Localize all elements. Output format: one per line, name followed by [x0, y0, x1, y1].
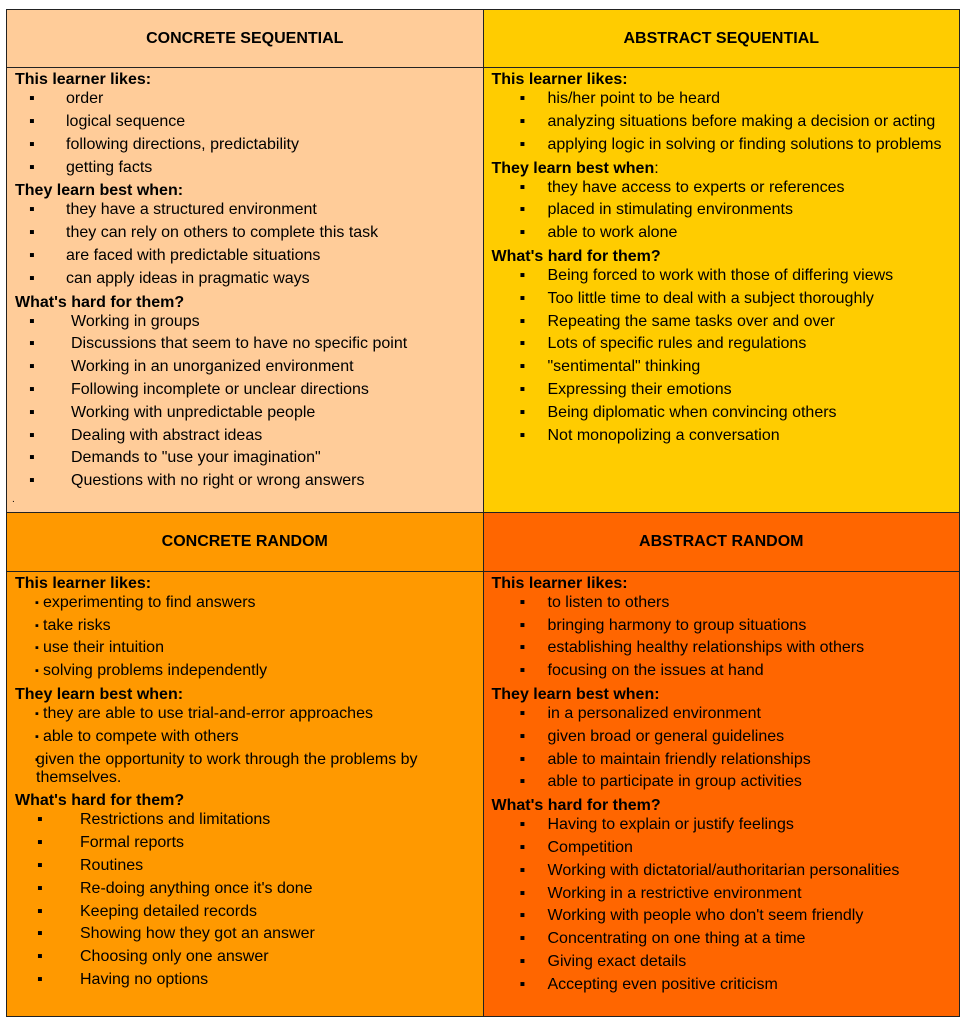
list-item: ▪ Being diplomatic when convincing others [492, 404, 952, 422]
list-item: ▪ applying logic in solving or finding solutions to problems [492, 136, 952, 154]
list-item: ▪ analyzing situations before making a decision or acting [492, 113, 952, 131]
as-hard-list [492, 267, 952, 445]
list-item: ▪ take risks [15, 617, 475, 635]
list-item: ▪ they are able to use trial-and-error approaches [15, 705, 475, 723]
cs-likes-list [15, 90, 475, 176]
concrete-random-cell [7, 571, 484, 1016]
list-item: ▪ Working with people who don't seem friendly [492, 907, 952, 925]
list-item: ▪ Re-doing anything once it's done [15, 880, 475, 898]
list-item: ▪ Working in an unorganized environment [15, 358, 475, 376]
list-item: ▪ use their intuition [15, 639, 475, 657]
list-item: ▪ Repeating the same tasks over and over [492, 313, 952, 331]
list-item: ▪ Following incomplete or unclear directions [15, 381, 475, 399]
concrete-sequential-cell [7, 68, 484, 513]
as-likes-list [492, 90, 952, 154]
concrete-random-title: CONCRETE RANDOM [161, 533, 328, 551]
list-item: ▪ establishing healthy relationships with others [492, 639, 952, 657]
list-item: ▪ Routines [15, 857, 475, 875]
ar-hard-list [492, 816, 952, 994]
list-item: ▪ focusing on the issues at hand [492, 662, 952, 680]
list-item: ▪ Lots of specific rules and regulations [492, 335, 952, 353]
list-item: ▪ they have access to experts or references [492, 179, 952, 197]
list-item: ▪ bringing harmony to group situations [492, 617, 952, 635]
list-item: ▪ Competition [492, 839, 952, 857]
list-item: ▪ Working with dictatorial/authoritarian personalities [492, 862, 952, 880]
learning-styles-table [6, 9, 960, 1017]
list-item: ▪ placed in stimulating environments [492, 201, 952, 219]
cs-likes-heading: This learner likes: [15, 71, 152, 89]
list-item: ▪ Having no options [15, 971, 475, 989]
cs-learn-best-list [15, 201, 475, 287]
list-item: ▪ solving problems independently [15, 662, 475, 680]
list-item: ▪ Being forced to work with those of differing views [492, 267, 952, 285]
list-item: ▪ able to maintain friendly relationships [492, 751, 952, 769]
list-item: ▪ logical sequence [15, 113, 475, 131]
list-item: ▪ are faced with predictable situations [15, 247, 475, 265]
list-item: ▪ Giving exact details [492, 953, 952, 971]
concrete-sequential-title: CONCRETE SEQUENTIAL [146, 29, 344, 47]
stray-dot: . [12, 494, 15, 506]
cr-learn-best-heading: They learn best when: [15, 685, 184, 703]
list-item: ▪ Restrictions and limitations [15, 811, 475, 829]
list-item: ▪ Keeping detailed records [15, 903, 475, 921]
list-item: ▪ Working in a restrictive environment [492, 885, 952, 903]
list-item: ▪ Working with unpredictable people [15, 404, 475, 422]
list-item: ▪ Showing how they got an answer [15, 925, 475, 943]
as-hard-heading: What's hard for them? [491, 248, 661, 266]
list-item: ▪ in a personalized environment [492, 705, 952, 723]
abstract-sequential-cell [483, 68, 960, 513]
list-item: ▪ Working in groups [15, 313, 475, 331]
list-item: ▪ able to participate in group activities [492, 773, 952, 791]
list-item: ▪ they can rely on others to complete this task [15, 224, 475, 242]
list-item: ▪ they have a structured environment [15, 201, 475, 219]
concrete-sequential-header [7, 10, 484, 68]
as-likes-heading: This learner likes: [491, 71, 628, 89]
list-item: ▪ Demands to "use your imagination" [15, 449, 475, 467]
list-item: ▪ Dealing with abstract ideas [15, 427, 475, 445]
cr-likes-list [15, 594, 475, 680]
list-item: ▪ "sentimental" thinking [492, 358, 952, 376]
cr-learn-best-list [15, 705, 475, 787]
list-item: ▪ given broad or general guidelines [492, 728, 952, 746]
cs-hard-list [15, 313, 475, 491]
list-item: ▪ to listen to others [492, 594, 952, 612]
ar-likes-heading: This learner likes: [491, 574, 628, 592]
list-item: ▪ Questions with no right or wrong answers [15, 472, 475, 490]
list-item: ▪ Formal reports [15, 834, 475, 852]
list-item: ▪ Discussions that seem to have no specific point [15, 335, 475, 353]
list-item: ▪ following directions, predictability [15, 136, 475, 154]
as-learn-best-colon: : [654, 159, 659, 177]
list-item: ▪ able to compete with others [15, 728, 475, 746]
list-item: ▪ order [15, 90, 475, 108]
cr-likes-heading: This learner likes: [15, 574, 152, 592]
abstract-sequential-header [483, 10, 960, 68]
ar-likes-list [492, 594, 952, 680]
list-item: ▪ Too little time to deal with a subject thoroughly [492, 290, 952, 308]
list-item: ▪ his/her point to be heard [492, 90, 952, 108]
list-item: ▪ Not monopolizing a conversation [492, 427, 952, 445]
ar-learn-best-heading: They learn best when: [491, 685, 660, 703]
cr-hard-list [15, 811, 475, 989]
cs-learn-best-heading: They learn best when: [15, 182, 184, 200]
cs-hard-heading: What's hard for them? [15, 293, 185, 311]
as-learn-best-text: They learn best when [491, 159, 655, 177]
ar-hard-heading: What's hard for them? [491, 797, 661, 815]
list-item: ▪ Expressing their emotions [492, 381, 952, 399]
list-item: ▪ Choosing only one answer [15, 948, 475, 966]
list-item: ▪ getting facts [15, 159, 475, 177]
list-item: ▪ Having to explain or justify feelings [492, 816, 952, 834]
list-item: ▪ able to work alone [492, 224, 952, 242]
list-item: ▪ can apply ideas in pragmatic ways [15, 270, 475, 288]
list-item: ▪ experimenting to find answers [15, 594, 475, 612]
cr-hard-heading: What's hard for them? [15, 792, 185, 810]
concrete-random-header [7, 513, 484, 571]
as-learn-best-list [492, 179, 952, 243]
list-item: ▪ given the opportunity to work through the problems by themselves. [15, 751, 475, 787]
abstract-random-header [483, 513, 960, 571]
abstract-random-title: ABSTRACT RANDOM [639, 533, 804, 551]
ar-learn-best-list [492, 705, 952, 791]
list-item: ▪ Concentrating on one thing at a time [492, 930, 952, 948]
as-learn-best-heading [492, 159, 952, 179]
abstract-sequential-title: ABSTRACT SEQUENTIAL [623, 29, 820, 47]
list-item: ▪ Accepting even positive criticism [492, 976, 952, 994]
abstract-random-cell [483, 571, 960, 1016]
